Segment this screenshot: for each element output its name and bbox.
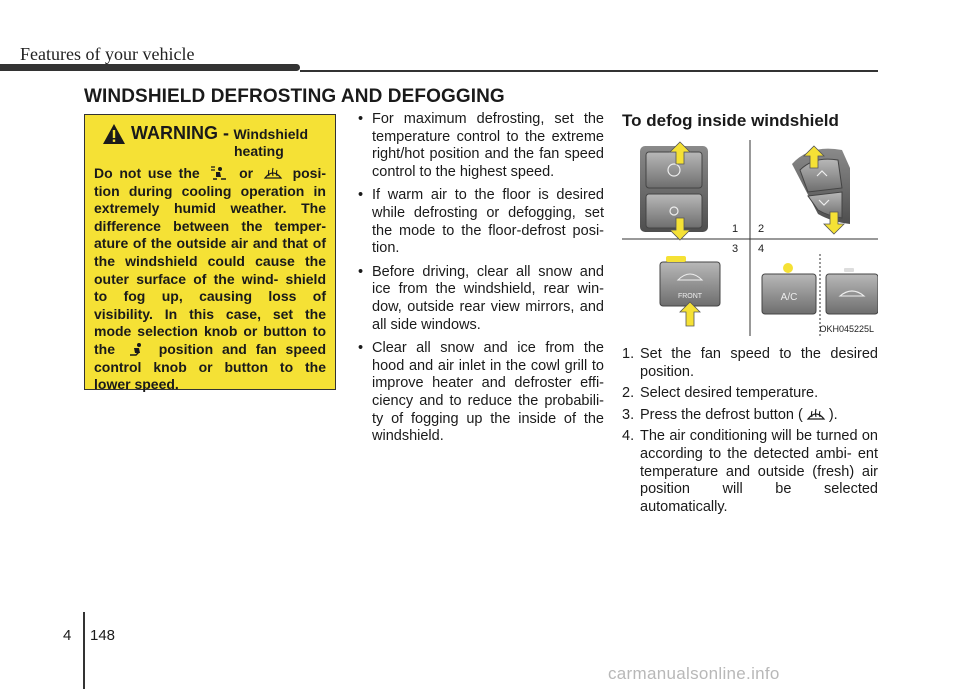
warning-subtitle-line1: Windshield [233, 126, 308, 142]
header-rule-thick [0, 64, 300, 71]
step-text: Select desired temperature. [640, 385, 819, 402]
warning-body-part2: or [239, 165, 254, 181]
ac-label: A/C [780, 292, 798, 303]
list-item [622, 428, 878, 516]
section-title: WINDSHIELD DEFROSTING AND DEFOGGING [84, 86, 505, 107]
warning-word: WARNING - [131, 123, 229, 143]
defrost-icon [263, 166, 283, 181]
warning-header [94, 123, 326, 145]
warning-body-part3: posi- tion during cooling operation in extremely humid weather. The difference between the temper- ature of the outside air and that of the windshield could cause the outer surface of the wind- shield to fog up, causing loss of visibility. In this case, set the mode selection knob or button to the [94, 165, 327, 357]
figure-label-2: 2 [758, 223, 765, 235]
list-item [354, 187, 604, 257]
step-text: The air conditioning will be turned on according to the detected ambi- ent temperature and outside (fresh) air position will be selected automatically. [640, 428, 878, 515]
list-item [622, 407, 878, 425]
step-number: 4. [622, 428, 635, 445]
figure-label-4: 4 [758, 243, 765, 255]
page-header-title: Features of your vehicle [20, 44, 195, 64]
footer-section-number: 4 [63, 627, 72, 644]
watermark: carmanualsonline.info [608, 664, 780, 683]
defog-title: To defog inside windshield [622, 111, 839, 130]
header-rule-thin [300, 70, 878, 72]
bullet-text: Before driving, clear all snow and ice from the windshield, rear win- dow, outside rear view mirrors, and all side windows. [372, 263, 604, 333]
floor-mode-icon [127, 342, 147, 357]
warning-box [84, 114, 336, 393]
bullet-text: For maximum defrosting, set the temperature control to the extreme right/hot position and the fan speed control to the highest speed. [372, 111, 604, 180]
fan-speed-buttons [640, 142, 708, 240]
list-item [622, 346, 878, 381]
list-item [354, 111, 604, 181]
step-number: 3. [622, 406, 635, 423]
warning-body [94, 165, 326, 394]
figure-label-1: 1 [732, 223, 739, 235]
temperature-control [792, 146, 850, 234]
list-item [622, 385, 878, 403]
bullet-marker: • [358, 111, 364, 127]
control-panel-figure [622, 138, 878, 338]
defog-steps [622, 346, 878, 520]
footer-page-number: 148 [90, 627, 116, 644]
step-number: 1. [622, 346, 635, 362]
warning-triangle-icon [102, 123, 126, 145]
list-item [354, 264, 604, 334]
step-text: Set the fan speed to the desired position. [640, 346, 878, 380]
figure-code: OKH045225L [819, 324, 874, 334]
warning-body-part1: Do not use the [94, 165, 200, 181]
bullet-marker: • [358, 263, 364, 280]
bullet-marker: • [358, 340, 364, 357]
front-label: FRONT [677, 293, 703, 300]
warning-body-part4: position and fan speed control knob or button to the lower speed. [94, 340, 326, 393]
footer-divider [83, 612, 85, 689]
bullet-marker: • [358, 187, 364, 204]
floor-defrost-mode-icon [209, 166, 229, 181]
bullet-list [354, 111, 604, 452]
bullet-text: If warm air to the floor is desired while defrosting or defogging, set the mode to the floor-defrost posi- tion. [372, 187, 604, 257]
warning-subtitle-line2: heating [234, 143, 284, 159]
front-defrost-button-illustration [660, 256, 720, 326]
defrost-icon [806, 407, 826, 422]
figure-label-3: 3 [732, 243, 739, 255]
step-number: 2. [622, 385, 635, 402]
bullet-text: Clear all snow and ice from the hood and air inlet in the cowl grill to improve heater and defroster effi- ciency and to reduce the probabili- ty of fogging up the inside of the windshield. [372, 340, 604, 445]
list-item [354, 340, 604, 446]
step-text-after: ). [828, 406, 838, 423]
step-text-before: Press the defrost button ( [640, 406, 803, 423]
